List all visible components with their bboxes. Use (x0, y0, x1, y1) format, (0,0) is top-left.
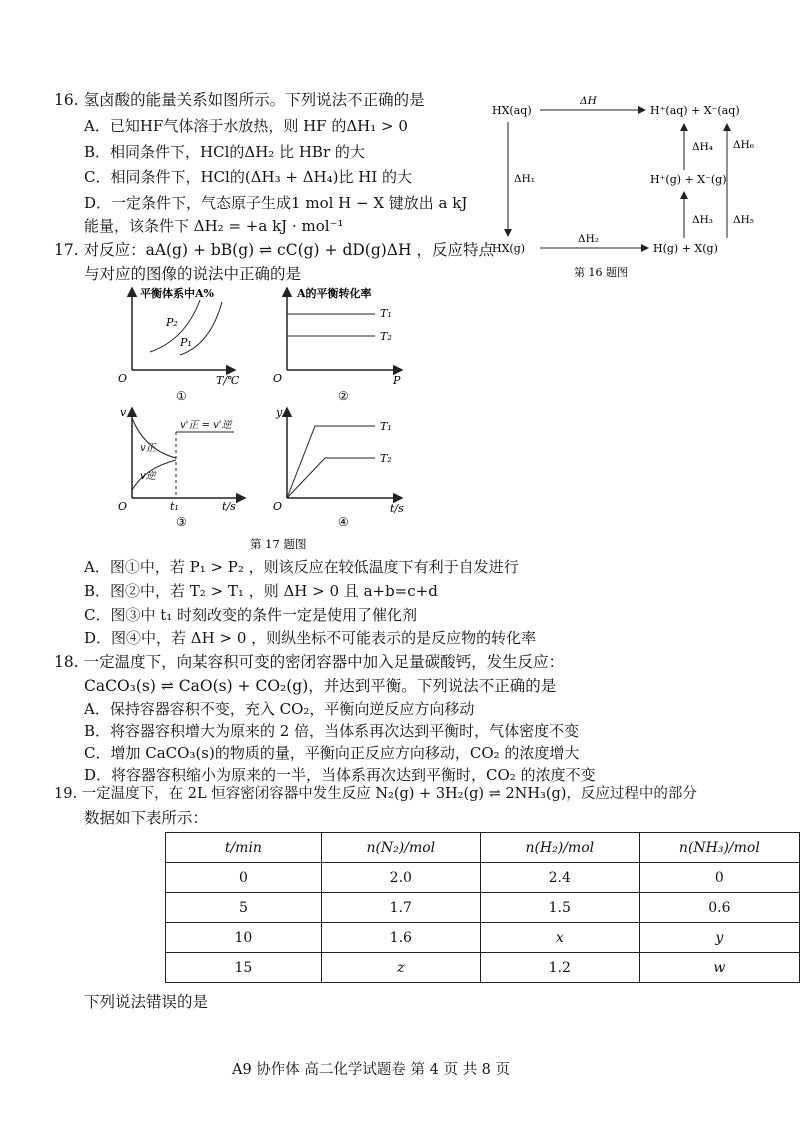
svg-text:T₂: T₂ (380, 330, 392, 343)
graph-1 (118, 286, 240, 403)
svg-text:P: P (393, 374, 401, 387)
label-dh6: ΔH₆ (733, 139, 754, 151)
label-atoms-g: H(g) + X(g) (653, 242, 718, 255)
q19-after-table: 下列说法错误的是 (84, 993, 209, 1011)
svg-text:④: ④ (338, 515, 349, 529)
q18-option-a: A．保持容器容积不变，充入 CO₂，平衡向逆反应方向移动 (84, 700, 475, 718)
q16-option-c: C．相同条件下，HCl的(ΔH₃ + ΔH₄)比 HI 的大 (84, 168, 413, 186)
svg-text:v逆: v逆 (140, 471, 156, 482)
svg-text:O: O (118, 372, 128, 385)
header-cell: n(N₂)/mol (321, 833, 480, 863)
svg-text:v: v (120, 406, 127, 419)
label-dh5: ΔH₅ (733, 214, 754, 226)
svg-text:T₂: T₂ (380, 452, 392, 465)
svg-text:平衡体系中A%: 平衡体系中A% (140, 287, 214, 300)
svg-text:t/s: t/s (390, 502, 404, 515)
label-dh2: ΔH₂ (578, 233, 599, 245)
svg-text:T₁: T₁ (380, 420, 392, 433)
header-cell: n(H₂)/mol (480, 833, 639, 863)
q17-stem-line1: 17. 对反应：aA(g) + bB(g) ⇌ cC(g) + dD(g)ΔH ，反应特点 (54, 241, 494, 259)
svg-text:v'正 = v'逆: v'正 = v'逆 (180, 420, 232, 431)
table-row: 0 2.0 2.4 0 (166, 863, 800, 893)
svg-text:t/s: t/s (222, 500, 236, 513)
header-cell: n(NH₃)/mol (639, 833, 799, 863)
line-t1 (287, 426, 375, 498)
q16-option-a: A．已知HF气体溶于水放热，则 HF 的ΔH₁ > 0 (84, 117, 408, 135)
graph-4 (273, 406, 404, 529)
svg-text:y: y (276, 406, 283, 419)
page-footer: A9 协作体 高二化学试题卷 第 4 页 共 8 页 (232, 1062, 511, 1078)
q17-option-c: C．图③中 t₁ 时刻改变的条件一定是使用了催化剂 (84, 606, 418, 624)
label-dh3: ΔH₃ (692, 214, 713, 226)
q16-energy-diagram (480, 88, 770, 288)
q19-stem-line1: 19. 一定温度下，在 2L 恒容密闭容器中发生反应 N₂(g) + 3H₂(g) ⇌ 2NH₃(g)，反应过程中的部分 (54, 786, 697, 802)
q17-option-a: A．图①中，若 P₁ > P₂ ，则该反应在较低温度下有利于自发进行 (84, 558, 519, 576)
svg-text:T₁: T₁ (380, 307, 392, 320)
q17-caption: 第 17 题图 (250, 537, 307, 551)
label-hx-aq: HX(aq) (492, 104, 532, 117)
svg-text:T/℃: T/℃ (216, 374, 240, 387)
q18-option-b: B．将容器容积增大为原来的 2 倍，当体系再次达到平衡时，气体密度不变 (84, 722, 580, 740)
svg-text:③: ③ (176, 515, 187, 529)
table-row: 10 1.6 x y (166, 923, 800, 953)
svg-text:t₁: t₁ (170, 500, 179, 513)
svg-text:O: O (118, 500, 128, 513)
svg-text:②: ② (338, 389, 349, 403)
q17-stem-line2: 与对应的图像的说法中正确的是 (84, 265, 302, 283)
svg-text:O: O (273, 500, 283, 513)
q17-option-b: B．图②中，若 T₂ > T₁ ，则 ΔH > 0 且 a+b=c+d (84, 582, 438, 600)
svg-text:①: ① (176, 389, 187, 403)
graph-2 (273, 286, 402, 403)
label-ions-g: H⁺(g) + X⁻(g) (650, 173, 727, 186)
header-cell: t/min (166, 833, 322, 863)
q16-option-b: B．相同条件下，HCl的ΔH₂ 比 HBr 的大 (84, 143, 365, 161)
label-dh4: ΔH₄ (692, 141, 713, 153)
label-dh: ΔH (580, 95, 597, 107)
q18-stem-line1: 18. 一定温度下，向某容积可变的密闭容器中加入足量碳酸钙，发生反应： (54, 653, 565, 671)
svg-text:O: O (273, 372, 283, 385)
q18-stem-line2: CaCO₃(s) ⇌ CaO(s) + CO₂(g)，并达到平衡。下列说法不正确的是 (84, 677, 557, 695)
svg-text:A的平衡转化率: A的平衡转化率 (297, 287, 372, 300)
q18-option-d: D．将容器容积缩小为原来的一半，当体系再次达到平衡时，CO₂ 的浓度不变 (84, 766, 596, 784)
graph-3 (118, 406, 245, 529)
label-ions-aq: H⁺(aq) + X⁻(aq) (650, 104, 740, 117)
q19-stem-line2: 数据如下表所示： (84, 809, 209, 827)
label-hx-g: HX(g) (492, 242, 526, 255)
q16-caption: 第 16 题图 (574, 266, 628, 279)
svg-text:P₂: P₂ (166, 316, 178, 329)
svg-text:P₁: P₁ (180, 336, 192, 349)
table-row: 15 z 1.2 w (166, 953, 800, 983)
svg-text:v正: v正 (140, 443, 156, 454)
table-row: 5 1.7 1.5 0.6 (166, 893, 800, 923)
q17-option-d: D．图④中，若 ΔH > 0 ，则纵坐标不可能表示的是反应物的转化率 (84, 629, 537, 647)
table-header-row (166, 833, 800, 863)
q17-graphs (110, 280, 430, 560)
label-dh1: ΔH₁ (514, 173, 535, 185)
q16-option-d-line2: 能量，该条件下 ΔH₂ = +a kJ · mol⁻¹ (84, 217, 344, 235)
q16-option-d-line1: D．一定条件下，气态原子生成1 mol H − X 键放出 a kJ (84, 194, 468, 212)
q18-option-c: C．增加 CaCO₃(s)的物质的量，平衡向正反应方向移动，CO₂ 的浓度增大 (84, 744, 580, 762)
q19-data-table (165, 832, 800, 983)
q16-stem: 16. 氢卤酸的能量关系如图所示。下列说法不正确的是 (54, 91, 425, 109)
